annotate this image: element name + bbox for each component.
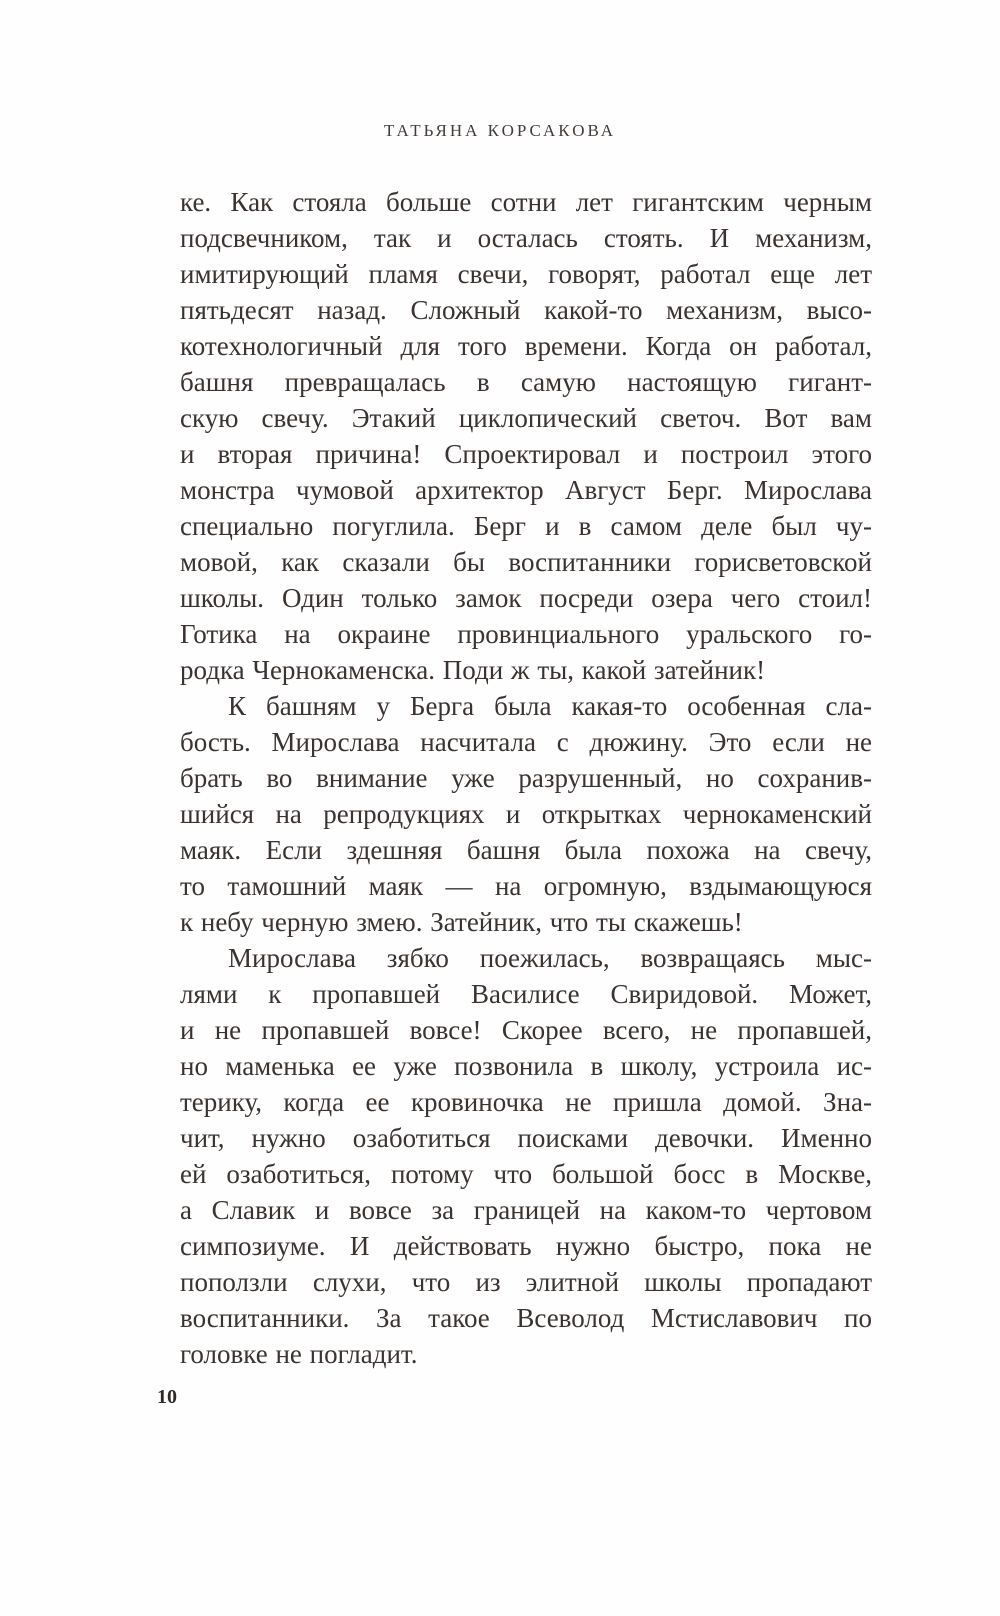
text-line: ке. Как стояла больше сотни лет гигантским черным xyxy=(180,187,872,217)
text-line: башня превращалась в самую настоящую гигант- xyxy=(180,367,872,397)
text-line: Мирослава зябко поежилась, возвращаясь мыс- xyxy=(228,943,872,973)
text-line: брать во внимание уже разрушенный, но сохранив- xyxy=(180,763,872,793)
paragraph xyxy=(180,940,872,1372)
text-line: воспитанники. За такое Всеволод Мстиславович по xyxy=(180,1303,872,1333)
text-line: родка Чернокаменска. Поди ж ты, какой затейник! xyxy=(180,655,766,685)
text-line: мовой, как сказали бы воспитанники горисветовской xyxy=(180,547,872,577)
text-line: имитирующий пламя свечи, говорят, работал еще лет xyxy=(180,259,872,289)
text-line: симпозиуме. И действовать нужно быстро, пока не xyxy=(180,1231,872,1261)
text-line: то тамошний маяк — на огромную, вздымающуюся xyxy=(180,871,872,901)
text-line: к небу черную змею. Затейник, что ты скажешь! xyxy=(180,907,743,937)
running-header: ТАТЬЯНА КОРСАКОВА xyxy=(383,121,617,140)
text-line: головке не погладит. xyxy=(180,1339,418,1369)
text-line: котехнологичный для того времени. Когда он работал, xyxy=(180,331,872,361)
text-line: Готика на окраине провинциального уральского го- xyxy=(180,619,872,649)
paragraph xyxy=(180,184,872,688)
text-line: но маменька ее уже позвонила в школу, устроила ис- xyxy=(180,1051,872,1081)
paragraph xyxy=(180,688,872,940)
text-line: поползли слухи, что из элитной школы пропадают xyxy=(180,1267,872,1297)
text-line: скую свечу. Этакий циклопический светоч. Вот вам xyxy=(180,403,872,433)
text-line: пятьдесят назад. Сложный какой-то механизм, высо- xyxy=(180,295,872,325)
text-line: монстра чумовой архитектор Август Берг. Мирослава xyxy=(180,475,872,505)
text-line: лями к пропавшей Василисе Свиридовой. Может, xyxy=(180,979,872,1009)
text-line: маяк. Если здешняя башня была похожа на свечу, xyxy=(180,835,872,865)
text-line: школы. Один только замок посреди озера чего стоил! xyxy=(180,583,872,613)
text-line: шийся на репродукциях и открытках чернокаменский xyxy=(180,799,872,829)
page-number: 10 xyxy=(157,1386,177,1408)
text-block xyxy=(180,184,872,1372)
text-line: бость. Мирослава насчитала с дюжину. Это если не xyxy=(180,727,872,757)
text-line: и не пропавшей вовсе! Скорее всего, не пропавшей, xyxy=(180,1015,872,1045)
text-line: ей озаботиться, потому что большой босс в Москве, xyxy=(180,1159,872,1189)
text-line: а Славик и вовсе за границей на каком-то чертовом xyxy=(180,1195,872,1225)
text-line: специально погуглила. Берг и в самом деле был чу- xyxy=(180,511,872,541)
text-line: чит, нужно озаботиться поисками девочки. Именно xyxy=(180,1123,872,1153)
text-line: и вторая причина! Спроектировал и построил этого xyxy=(180,439,872,469)
text-line: подсвечником, так и осталась стоять. И механизм, xyxy=(180,223,872,253)
text-line: К башням у Берга была какая-то особенная сла- xyxy=(228,691,872,721)
text-line: терику, когда ее кровиночка не пришла домой. Зна- xyxy=(180,1087,872,1117)
